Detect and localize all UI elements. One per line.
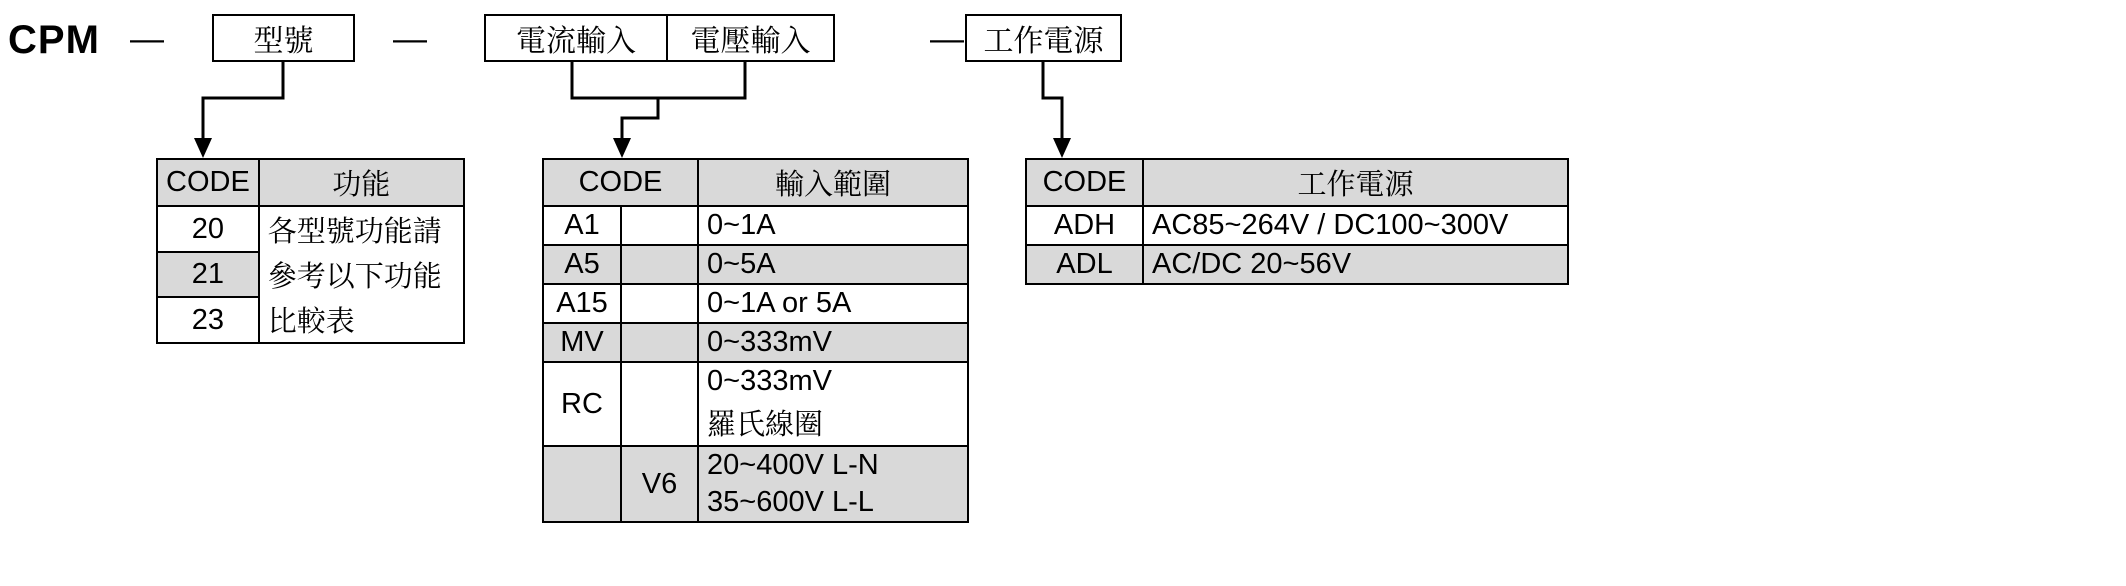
- input-box-group: [484, 14, 835, 62]
- input-range-table: [542, 158, 969, 523]
- table-row: [543, 284, 968, 323]
- power-supply-box-label: 工作電源: [983, 25, 1104, 58]
- separator-dash-1: —: [130, 20, 164, 58]
- current-input-box[interactable]: [486, 16, 666, 60]
- power-supply-table: [1025, 158, 1569, 285]
- separator-dash-2: —: [393, 20, 427, 58]
- current-input-label: 電流輸入: [516, 25, 636, 58]
- function-desc-line-3: 比較表: [259, 297, 464, 343]
- function-desc-line-2: 參考以下功能: [259, 252, 464, 297]
- table-row: [1026, 206, 1568, 245]
- input-code-v6-blank: [543, 446, 621, 522]
- table-row: [543, 323, 968, 362]
- input-code-v6: V6: [621, 446, 698, 522]
- input-code-rc-sub: [621, 362, 698, 446]
- table-row: [1026, 245, 1568, 284]
- voltage-input-box[interactable]: [666, 16, 833, 60]
- table-row: [543, 446, 968, 484]
- power-supply-box[interactable]: [965, 14, 1122, 62]
- model-box-label: 型號: [253, 25, 314, 58]
- input-code-a1: A1: [543, 206, 621, 245]
- table-row: [157, 159, 464, 206]
- table-row: [543, 206, 968, 245]
- input-code-mv: MV: [543, 323, 621, 362]
- voltage-input-label: 電壓輸入: [690, 25, 811, 58]
- input-range-a1: 0~1A: [698, 206, 968, 245]
- table-row: [543, 362, 968, 400]
- table-row: [1026, 159, 1568, 206]
- function-code-21: 21: [157, 252, 259, 297]
- function-code-20: 20: [157, 206, 259, 252]
- power-desc-adl: AC/DC 20~56V: [1143, 245, 1568, 284]
- input-range-rc-line-2: 羅氏線圈: [698, 400, 968, 446]
- input-code-a5: A5: [543, 245, 621, 284]
- function-table-header-code: CODE: [157, 159, 259, 206]
- input-range-rc-line-1: 0~333mV: [698, 362, 968, 400]
- power-table-header-desc: 工作電源: [1143, 159, 1568, 206]
- model-box[interactable]: [212, 14, 355, 62]
- input-code-a1-sub: [621, 206, 698, 245]
- table-row: [543, 245, 968, 284]
- input-code-mv-sub: [621, 323, 698, 362]
- input-code-a15: A15: [543, 284, 621, 323]
- power-code-adh: ADH: [1026, 206, 1143, 245]
- input-range-v6-line-2: 35~600V L-L: [698, 484, 968, 522]
- function-code-23: 23: [157, 297, 259, 343]
- input-range-mv: 0~333mV: [698, 323, 968, 362]
- table-row: [543, 159, 968, 206]
- input-range-header-range: 輸入範圍: [698, 159, 968, 206]
- table-row: [157, 206, 464, 252]
- input-range-a5: 0~5A: [698, 245, 968, 284]
- input-range-v6-line-1: 20~400V L-N: [698, 446, 968, 484]
- input-range-a15: 0~1A or 5A: [698, 284, 968, 323]
- function-table: [156, 158, 465, 344]
- power-table-header-code: CODE: [1026, 159, 1143, 206]
- function-table-header-desc: 功能: [259, 159, 464, 206]
- page-title: CPM: [8, 18, 100, 62]
- table-row: [157, 297, 464, 343]
- function-desc-line-1: 各型號功能請: [259, 206, 464, 252]
- input-code-a5-sub: [621, 245, 698, 284]
- table-row: [157, 252, 464, 297]
- input-code-a15-sub: [621, 284, 698, 323]
- input-range-header-code: CODE: [543, 159, 698, 206]
- input-code-rc: RC: [543, 362, 621, 446]
- power-desc-adh: AC85~264V / DC100~300V: [1143, 206, 1568, 245]
- power-code-adl: ADL: [1026, 245, 1143, 284]
- separator-dash-3: —: [930, 20, 964, 58]
